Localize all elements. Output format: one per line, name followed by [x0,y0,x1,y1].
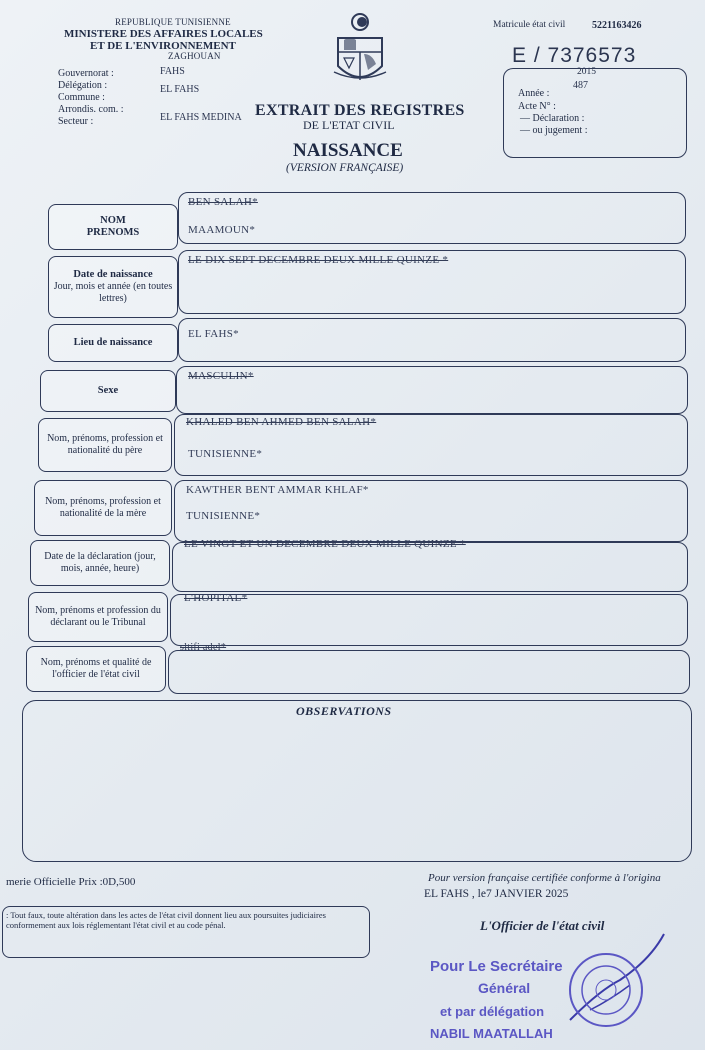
ministry-line1: MINISTERE DES AFFAIRES LOCALES [64,28,263,40]
observations-box [22,700,692,862]
arrondis-value: EL FAHS MEDINA [160,112,242,123]
matricule-value: 5221163426 [592,20,642,31]
stamp-line1: Pour Le Secrétaire [430,958,563,975]
governorate-name: ZAGHOUAN [168,51,221,61]
title-naissance: NAISSANCE [293,140,403,161]
label-officier-text: Nom, prénoms et qualité de l'officier de l'état civil [40,657,152,680]
label-nom-prenoms [48,204,178,250]
certified-text: Pour version française certifiée conforme à l'origina [428,872,661,884]
label-date-naissance-note: Jour, mois et année (en toutes lettres) [53,281,173,304]
label-declarant-text: Nom, prénoms et profession du déclarant ou le Tribunal [35,605,161,628]
value-sexe: MASCULIN* [188,370,254,382]
value-mere-nom: KAWTHER BENT AMMAR KHLAF* [186,484,369,496]
label-pere [38,418,172,472]
value-pere-nom: KHALED BEN AHMED BEN SALAH* [186,416,377,428]
annee-label: Année : [518,88,550,99]
stamp-line2: Général [478,980,531,996]
observations-label: OBSERVATIONS [296,704,392,718]
label-sexe-text: Sexe [97,385,119,396]
coat-of-arms-icon [330,10,390,90]
label-date-naissance-title: Date de naissance [73,269,153,280]
label-pere-text: Nom, prénoms, profession et nationalité du père [47,433,163,456]
republic-line: REPUBLIQUE TUNISIENNE [115,17,231,27]
value-box-lieu [178,318,686,362]
title-version: (VERSION FRANÇAISE) [286,162,404,174]
value-box-declarant [170,594,688,646]
value-declarant: L'HOPITAL* [184,592,248,604]
label-lieu-naissance-text: Lieu de naissance [73,337,153,348]
value-date-naissance: LE DIX SEPT DECEMBRE DEUX MILLE QUINZE * [188,254,449,266]
commune-label: Commune : [58,92,105,103]
acte-label: Acte N° : [518,101,556,112]
label-mere [34,480,172,536]
label-declarant [28,592,168,642]
matricule-label: Matricule état civil [493,20,566,30]
secteur-label: Secteur : [58,116,94,127]
year-value: 2015 [577,67,596,77]
value-box-officier [168,650,690,694]
value-officier: sltifi adel* [180,642,227,653]
stamp-line3: et par délégation [440,1004,545,1019]
serial-number: E / 7376573 [512,44,637,67]
label-prenoms: PRENOMS [86,227,140,238]
label-mere-text: Nom, prénoms, profession et nationalité de la mère [45,496,161,519]
jugement-label: — ou jugement : [520,125,588,136]
delegation-label: Délégation : [58,80,108,91]
value-lieu: EL FAHS* [188,328,239,340]
value-nom: BEN SALAH* [188,196,258,208]
value-pere-nationalite: TUNISIENNE* [188,448,263,460]
label-declaration [30,540,170,586]
label-sexe [40,370,176,412]
delegation-value: EL FAHS [160,84,200,95]
title-line2: DE L'ETAT CIVIL [303,118,395,132]
label-declaration-text: Date de la déclaration (jour, mois, année, heure) [44,551,156,574]
declaration-label: — Déclaration : [520,113,585,124]
gouvernorat-label: Gouvernorat : [58,68,114,79]
officer-title: L'Officier de l'état civil [480,918,605,933]
label-date-naissance [48,256,178,318]
arrondis-label: Arrondis. com. : [58,104,124,115]
legal-notice: : Tout faux, toute altération dans les actes de l'état civil donnent lieu aux poursuites judiciaires conformement aux lois réglementant l'état civil et au code pénal. [6,910,326,930]
label-lieu-naissance [48,324,178,362]
label-nom: NOM [100,215,126,226]
value-declaration: LE VINGT ET UN DECEMBRE DEUX MILLE QUINZE * [184,538,466,550]
value-prenoms: MAAMOUN* [188,224,256,236]
place-date: EL FAHS , le7 JANVIER 2025 [424,888,569,900]
official-seal-icon [566,950,646,1030]
gouvernorat-value: FAHS [160,66,185,77]
stamp-line4: NABIL MAATALLAH [430,1026,553,1041]
title-line1: EXTRAIT DES REGISTRES [255,102,465,119]
price-text: merie Officielle Prix :0D,500 [6,876,136,888]
value-mere-nationalite: TUNISIENNE* [186,510,261,522]
label-officier [26,646,166,692]
ministry-line2: ET DE L'ENVIRONNEMENT [90,40,236,52]
acte-number: 487 [573,80,588,91]
